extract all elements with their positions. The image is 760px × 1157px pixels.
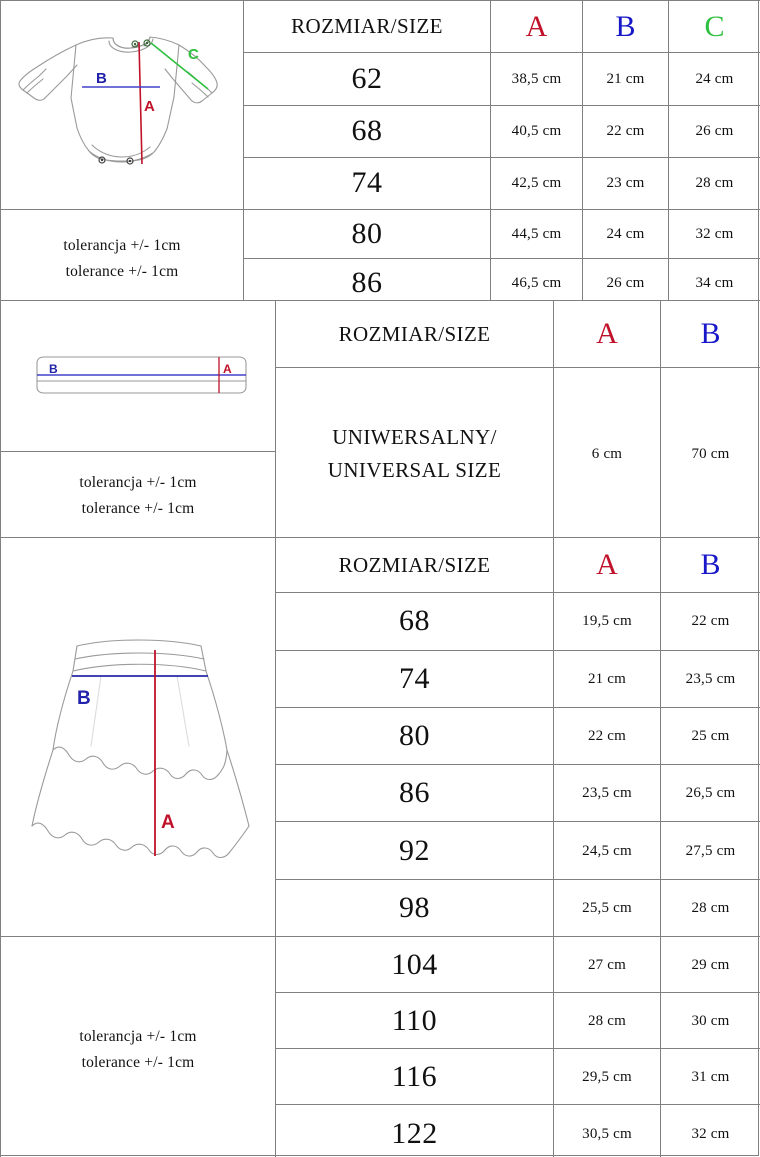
svg-text:B: B <box>77 688 91 709</box>
size-cell: 98 <box>276 879 554 936</box>
size-cell: 92 <box>276 822 554 879</box>
measure-a-cell: 25,5 cm <box>554 879 661 936</box>
measure-line-b <box>72 676 208 709</box>
measure-b-cell: 31 cm <box>661 1049 760 1105</box>
measure-line-a <box>139 42 155 164</box>
bodysuit-size-table <box>0 0 760 308</box>
size-cell: 74 <box>244 157 491 209</box>
tolerance-cell-bodysuit <box>1 210 244 308</box>
measure-b-cell: 23,5 cm <box>661 650 760 707</box>
size-cell: 68 <box>276 593 554 650</box>
svg-text:B: B <box>96 70 107 87</box>
tolerance-cell-skirt <box>1 937 276 1157</box>
measure-c-cell: 32 cm <box>669 210 760 259</box>
measure-line-a <box>155 650 175 856</box>
universal-size-text <box>276 421 553 486</box>
table-row <box>1 538 760 593</box>
size-cell: 80 <box>276 707 554 764</box>
measure-b-cell: 28 cm <box>661 879 760 936</box>
size-cell: 62 <box>244 53 491 105</box>
measure-a-cell: 44,5 cm <box>491 210 583 259</box>
tolerance-line-pl: tolerancja +/- 1cm <box>63 236 181 254</box>
size-cell: 122 <box>276 1105 554 1157</box>
tolerance-text <box>1 233 243 284</box>
measure-line-b <box>37 362 246 376</box>
measure-b-cell: 24 cm <box>583 210 669 259</box>
measure-b-cell: 26 cm <box>583 259 669 308</box>
tolerance-text <box>1 1024 275 1075</box>
section-skirt <box>0 537 760 1157</box>
measure-c-cell: 28 cm <box>669 157 760 209</box>
measure-a-cell: 30,5 cm <box>554 1105 661 1157</box>
tolerance-line-en: tolerance +/- 1cm <box>81 499 195 517</box>
header-letter-b: B <box>661 538 760 593</box>
measure-c-cell: 26 cm <box>669 105 760 157</box>
universal-size-line1: UNIWERSALNY/ <box>332 424 497 449</box>
measure-b-cell: 22 cm <box>583 105 669 157</box>
table-row <box>1 1 760 53</box>
section-headband <box>0 300 760 537</box>
measure-a-cell: 38,5 cm <box>491 53 583 105</box>
header-letter-c: C <box>669 1 760 53</box>
measure-a-cell: 23,5 cm <box>554 765 661 822</box>
bodysuit-illustration-cell <box>1 1 244 210</box>
measure-a-cell: 22 cm <box>554 707 661 764</box>
header-letter-a: A <box>491 1 583 53</box>
measure-a-cell: 24,5 cm <box>554 822 661 879</box>
size-cell: 68 <box>244 105 491 157</box>
measure-c-cell: 24 cm <box>669 53 760 105</box>
measure-a-cell: 28 cm <box>554 993 661 1049</box>
measure-c-cell: 34 cm <box>669 259 760 308</box>
size-cell: 104 <box>276 937 554 993</box>
size-cell: 74 <box>276 650 554 707</box>
table-row <box>1 301 760 368</box>
measure-b-cell: 27,5 cm <box>661 822 760 879</box>
measure-a-cell: 40,5 cm <box>491 105 583 157</box>
measure-b-cell: 29 cm <box>661 937 760 993</box>
header-letter-b: B <box>583 1 669 53</box>
bodysuit-illustration <box>1 1 243 209</box>
measure-a-cell: 19,5 cm <box>554 593 661 650</box>
measure-a-cell: 29,5 cm <box>554 1049 661 1105</box>
headband-size-table <box>0 300 760 540</box>
measure-b-cell: 25 cm <box>661 707 760 764</box>
header-size-label: ROZMIAR/SIZE <box>276 301 554 368</box>
section-bodysuit <box>0 0 760 300</box>
size-cell: 86 <box>244 259 491 308</box>
measure-b-cell: 23 cm <box>583 157 669 209</box>
svg-text:A: A <box>144 98 155 115</box>
header-size-label: ROZMIAR/SIZE <box>244 1 491 53</box>
svg-text:B: B <box>49 362 58 376</box>
headband-illustration-cell <box>1 301 276 452</box>
measure-a-cell: 42,5 cm <box>491 157 583 209</box>
measure-a-cell: 21 cm <box>554 650 661 707</box>
universal-size-line2: UNIVERSAL SIZE <box>327 457 502 482</box>
svg-text:A: A <box>223 362 232 376</box>
measure-b-cell: 21 cm <box>583 53 669 105</box>
tolerance-text <box>1 470 275 521</box>
skirt-size-table <box>0 537 760 1157</box>
measure-b-cell: 22 cm <box>661 593 760 650</box>
skirt-illustration-cell <box>1 538 276 937</box>
measure-b-cell: 30 cm <box>661 993 760 1049</box>
header-letter-b: B <box>661 301 760 368</box>
svg-text:A: A <box>161 812 175 833</box>
tolerance-line-en: tolerance +/- 1cm <box>81 1053 195 1071</box>
size-cell: 110 <box>276 993 554 1049</box>
table-row <box>1 937 760 993</box>
measure-a-cell: 46,5 cm <box>491 259 583 308</box>
header-letter-a: A <box>554 538 661 593</box>
measure-b-cell: 32 cm <box>661 1105 760 1157</box>
size-cell: 86 <box>276 765 554 822</box>
header-letter-a: A <box>554 301 661 368</box>
measure-b-cell: 70 cm <box>661 368 760 540</box>
tolerance-line-en: tolerance +/- 1cm <box>65 262 179 280</box>
tolerance-line-pl: tolerancja +/- 1cm <box>79 473 197 491</box>
tolerance-line-pl: tolerancja +/- 1cm <box>79 1027 197 1045</box>
measure-b-cell: 26,5 cm <box>661 765 760 822</box>
size-cell-universal <box>276 368 554 540</box>
size-cell: 80 <box>244 210 491 259</box>
size-cell: 116 <box>276 1049 554 1105</box>
table-row <box>1 210 760 259</box>
measure-line-b <box>82 70 160 87</box>
svg-text:C: C <box>188 46 199 63</box>
measure-a-cell: 6 cm <box>554 368 661 540</box>
measure-a-cell: 27 cm <box>554 937 661 993</box>
skirt-illustration <box>1 538 275 936</box>
header-size-label: ROZMIAR/SIZE <box>276 538 554 593</box>
measure-line-c <box>151 43 208 89</box>
headband-illustration <box>1 301 275 451</box>
tolerance-cell-headband <box>1 452 276 540</box>
